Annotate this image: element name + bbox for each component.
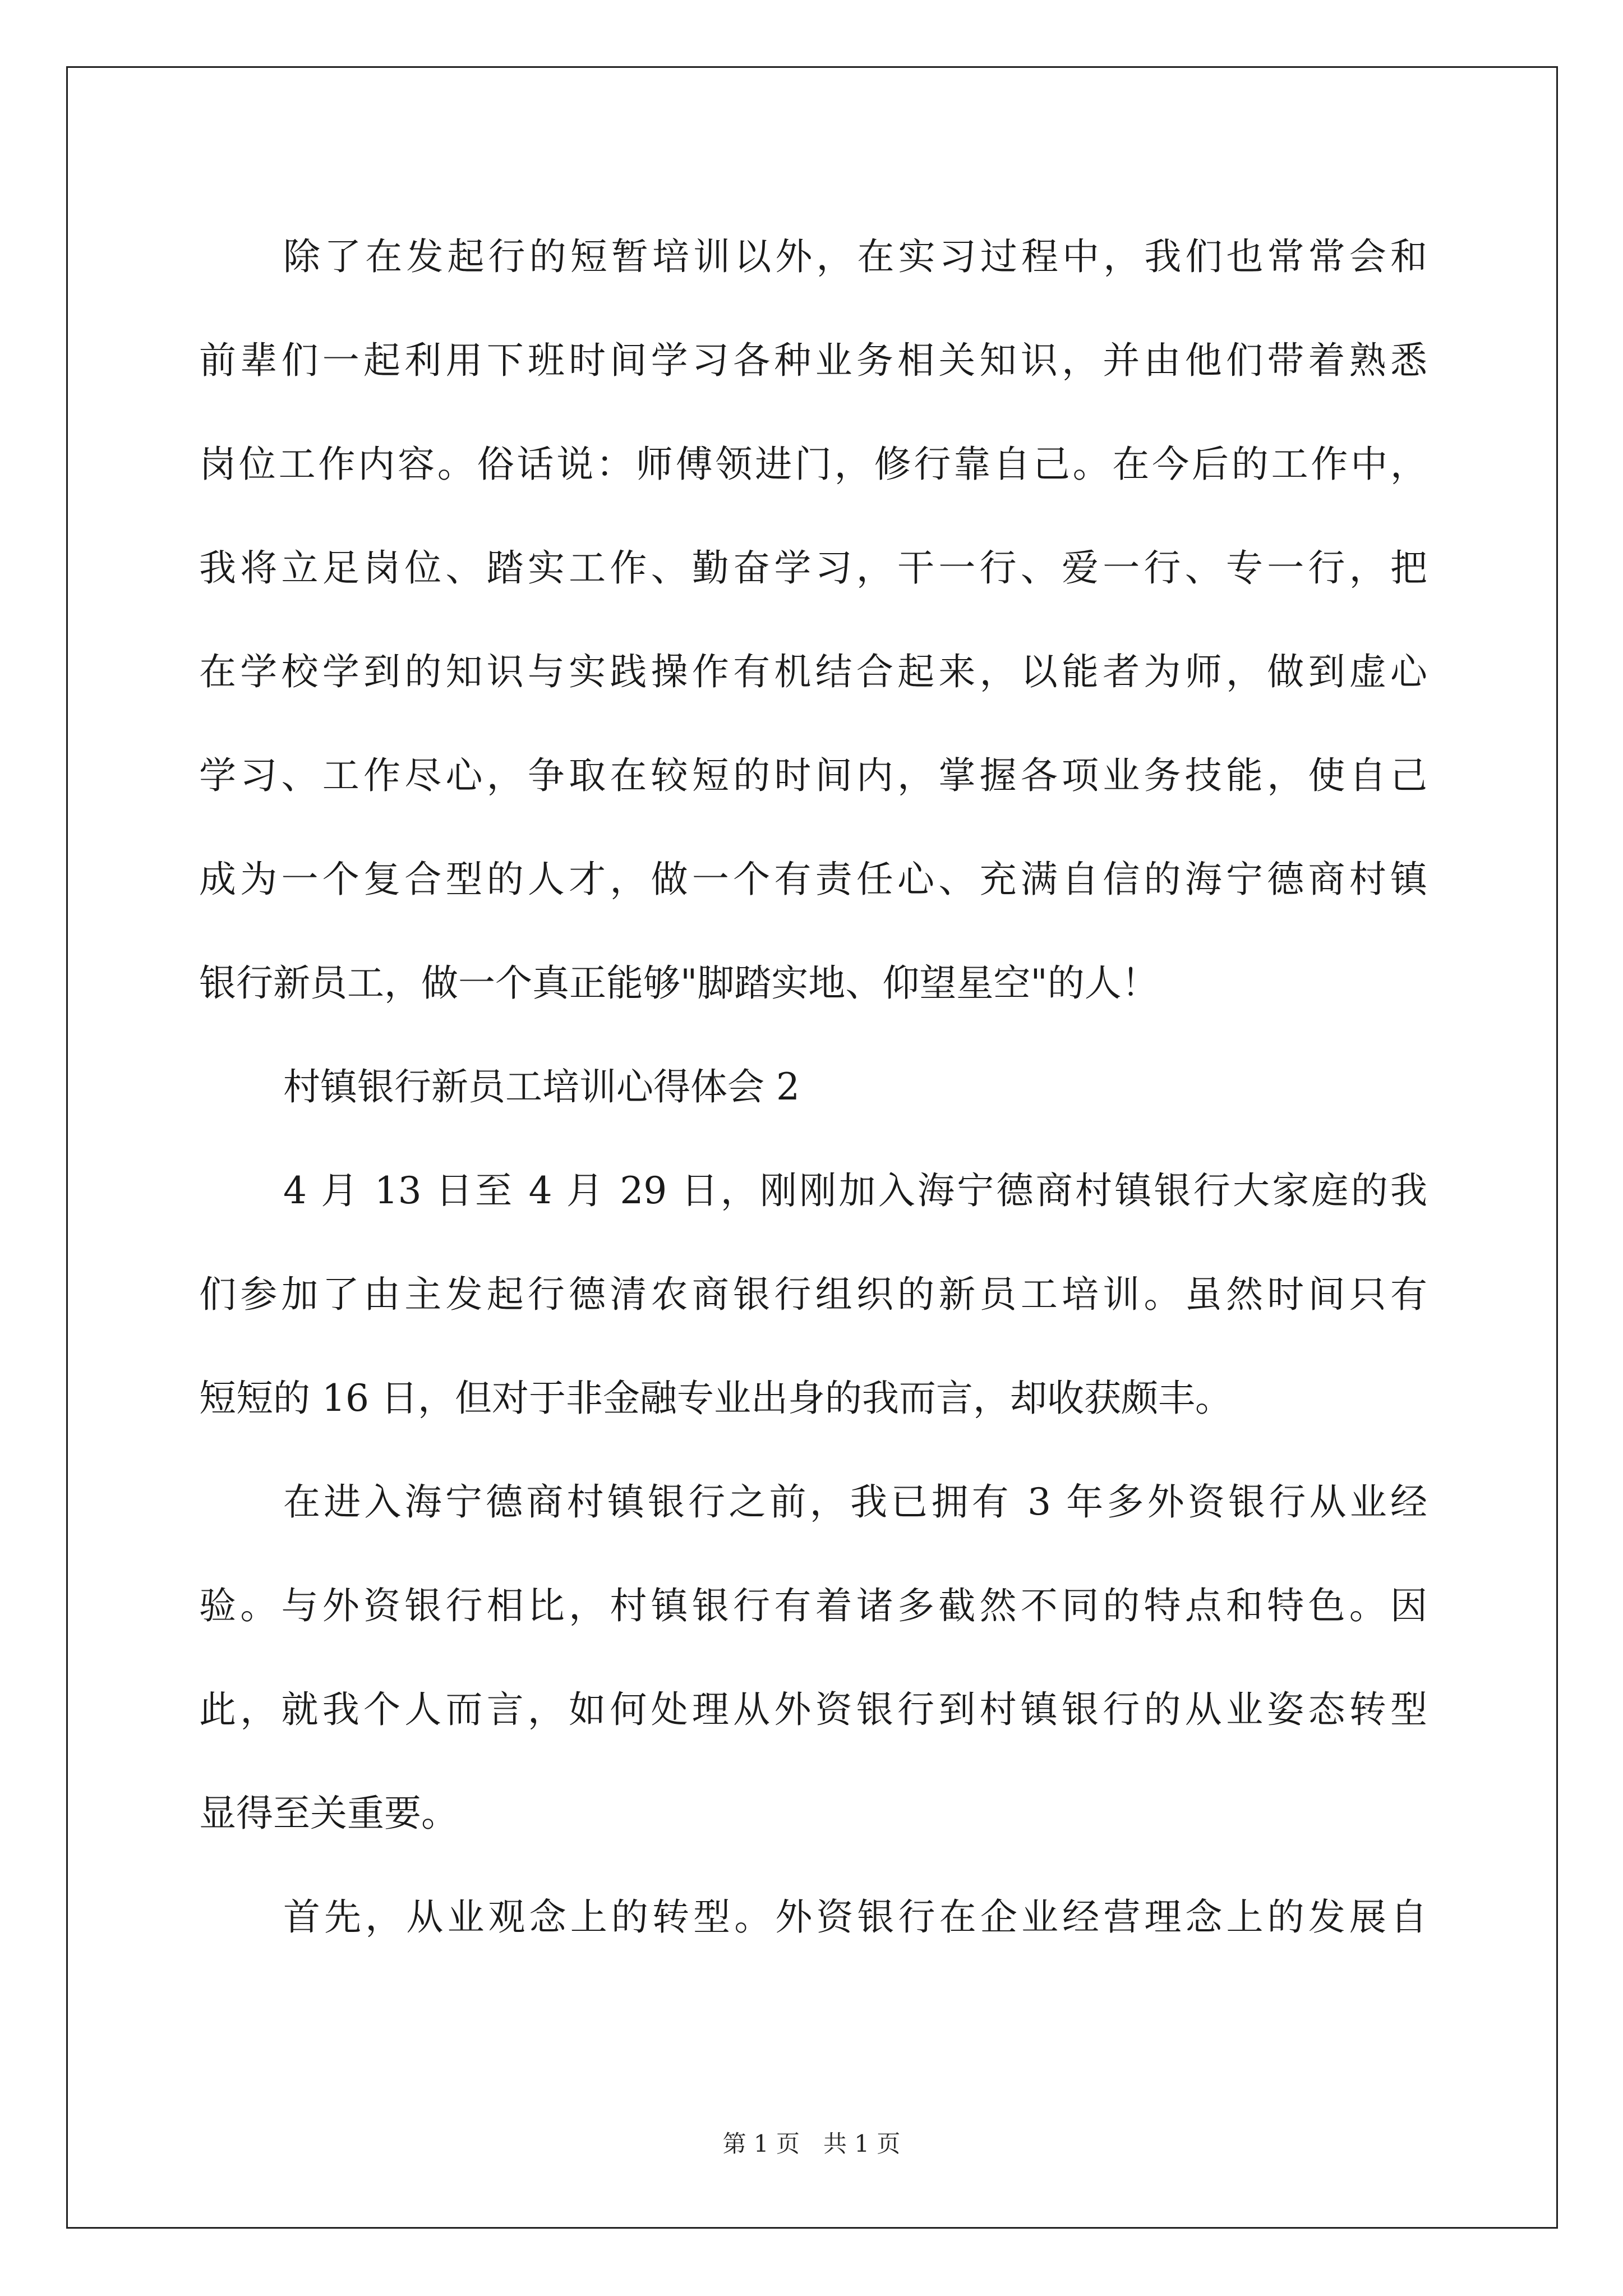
text-line: 首先，从业观念上的转型。外资银行在企业经营理念上的发展自 — [283, 1895, 1427, 1939]
text-line: 学习、工作尽心，争取在较短的时间内，掌握各项业务技能，使自己 — [199, 754, 1427, 797]
text-line: 在进入海宁德商村镇银行之前，我已拥有 3 年多外资银行从业经 — [283, 1480, 1427, 1524]
text-line: 银行新员工，做一个真正能够"脚踏实地、仰望星空"的人！ — [199, 961, 1159, 1005]
text-line: 4 月 13 日至 4 月 29 日，刚刚加入海宁德商村镇银行大家庭的我 — [283, 1169, 1427, 1212]
text-line: 验。与外资银行相比，村镇银行有着诸多截然不同的特点和特色。因 — [199, 1584, 1427, 1627]
text-line: 们参加了由主发起行德清农商银行组织的新员工培训。虽然时间只有 — [199, 1273, 1427, 1316]
text-line: 此，就我个人而言，如何处理从外资银行到村镇银行的从业姿态转型 — [199, 1688, 1427, 1731]
text-line: 我将立足岗位、踏实工作、勤奋学习，干一行、爱一行、专一行，把 — [199, 546, 1427, 590]
document-body — [199, 205, 1427, 1969]
text-line: 在学校学到的知识与实践操作有机结合起来，以能者为师，做到虚心 — [199, 650, 1427, 693]
text-line: 成为一个复合型的人才，做一个有责任心、充满自信的海宁德商村镇 — [199, 858, 1427, 901]
text-line: 村镇银行新员工培训心得体会 2 — [283, 1065, 800, 1108]
text-line: 显得至关重要。 — [199, 1792, 458, 1835]
text-line: 短短的 16 日，但对于非金融专业出身的我而言，却收获颇丰。 — [199, 1377, 1232, 1420]
text-line: 前辈们一起利用下班时间学习各种业务相关知识，并由他们带着熟悉 — [199, 339, 1427, 382]
page-footer: 第 1 页 共 1 页 — [722, 2130, 901, 2157]
text-line: 岗位工作内容。俗话说：师傅领进门，修行靠自己。在今后的工作中， — [199, 443, 1427, 486]
text-line: 除了在发起行的短暂培训以外，在实习过程中，我们也常常会和 — [283, 235, 1427, 278]
